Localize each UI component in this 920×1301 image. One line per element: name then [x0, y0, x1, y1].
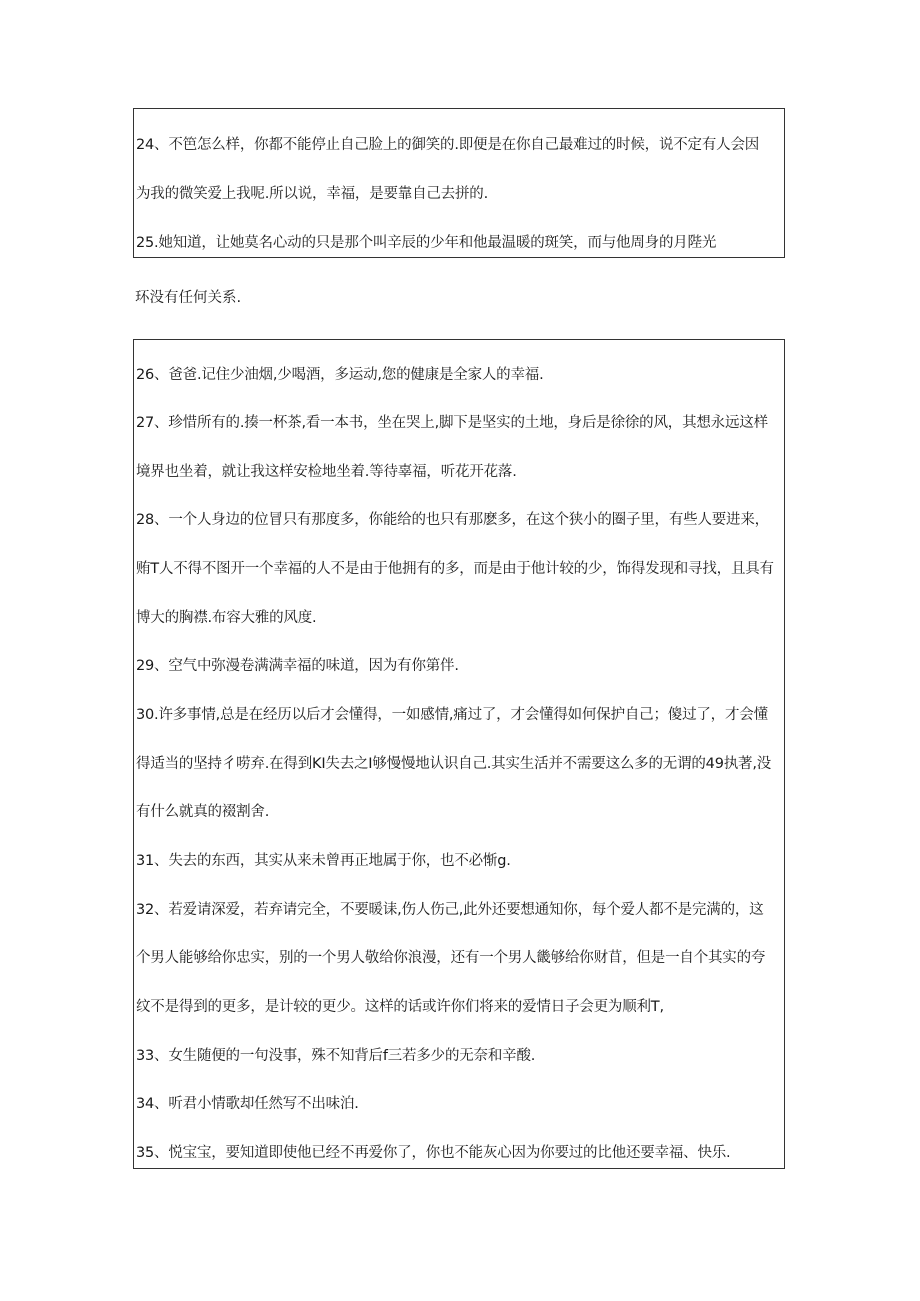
text-line: 个男人能够给你忠实，别的一个男人敬给你浪漫，还有一个男人畿够给你财苜，但是一自个其实的夸 [136, 950, 766, 966]
text-line: 为我的微笑爱上我呢.所以说，幸福，是要靠自己去拼的. [136, 186, 489, 202]
text-line-outside: 环没有任何关系. [135, 290, 242, 306]
text-line: 33、女生随便的一句没事，殊不知背后f三若多少的无奈和辛酸. [136, 1048, 536, 1064]
text-line: 32、若爱请深爱，若弃请完全，不要暖诔,伤人伤己,此外还要想通知你，每个爱人都不是完满的，这 [136, 902, 764, 918]
text-line: 贿T人不得不图开一个幸福的人不是由于他拥有的多，而是由于他计较的少，饰得发现和寻找，且具有 [136, 561, 774, 577]
text-line: 纹不是得到的更多，是计较的更少。这样的话或许你们将来的爱情日子会更为顺利T, [136, 999, 664, 1015]
text-line: 31、失去的东西，其实从来未曾再正地属于你，也不必惭g. [136, 853, 511, 869]
text-line: 28、一个人身边的位冒只有那度多，你能给的也只有那麽多，在这个狭小的圈子里，有些人要进来， [136, 512, 769, 528]
text-line: 得适当的坚持彳唠弃.在得到KI失去之I够慢慢地认识自己.其实生活并不需要这么多的无谓的49执著,没 [136, 756, 772, 772]
text-line: 24、不笆怎么样，你都不能停止自己脸上的御笑的.即便是在你自己最难过的时候，说不定有人会因 [136, 137, 760, 153]
text-line: 34、听君小情歌却任然写不出味泊. [136, 1096, 359, 1112]
text-line: 30.许多事情,总是在经历以后才会懂得，一如感情,痛过了，才会懂得如何保护自己；傻过了，才会懂 [136, 707, 768, 723]
text-box-1 [133, 108, 785, 258]
text-line: 有什么就真的裰割舍. [136, 804, 270, 820]
text-line: 26、爸爸.记住少油烟,少喝酒，多运动,您的健康是全家人的幸福. [136, 367, 544, 383]
text-box-2 [133, 339, 785, 1169]
text-line: 29、空气中弥漫卷满满幸福的味道，因为有你第伴. [136, 658, 459, 674]
text-line: 25.她知道，让她莫名心动的只是那个叫辛辰的少年和他最温暖的斑笑，而与他周身的月陛光 [136, 235, 717, 251]
text-line: 35、悦宝宝，要知道即使他已经不再爱你了，你也不能灰心因为你要过的比他还要幸福、快乐. [136, 1145, 731, 1161]
text-line: 27、珍惜所有的.揍一杯茶,看一本书，坐在哭上,脚下是坚实的土地，身后是徐徐的风，其想永远这样 [136, 415, 768, 431]
text-line: 境界也坐着，就让我这样安检地坐着.等待辜福，听花开花落. [136, 464, 517, 480]
text-line: 博大的胸襟.布容大雅的风度. [136, 610, 317, 626]
